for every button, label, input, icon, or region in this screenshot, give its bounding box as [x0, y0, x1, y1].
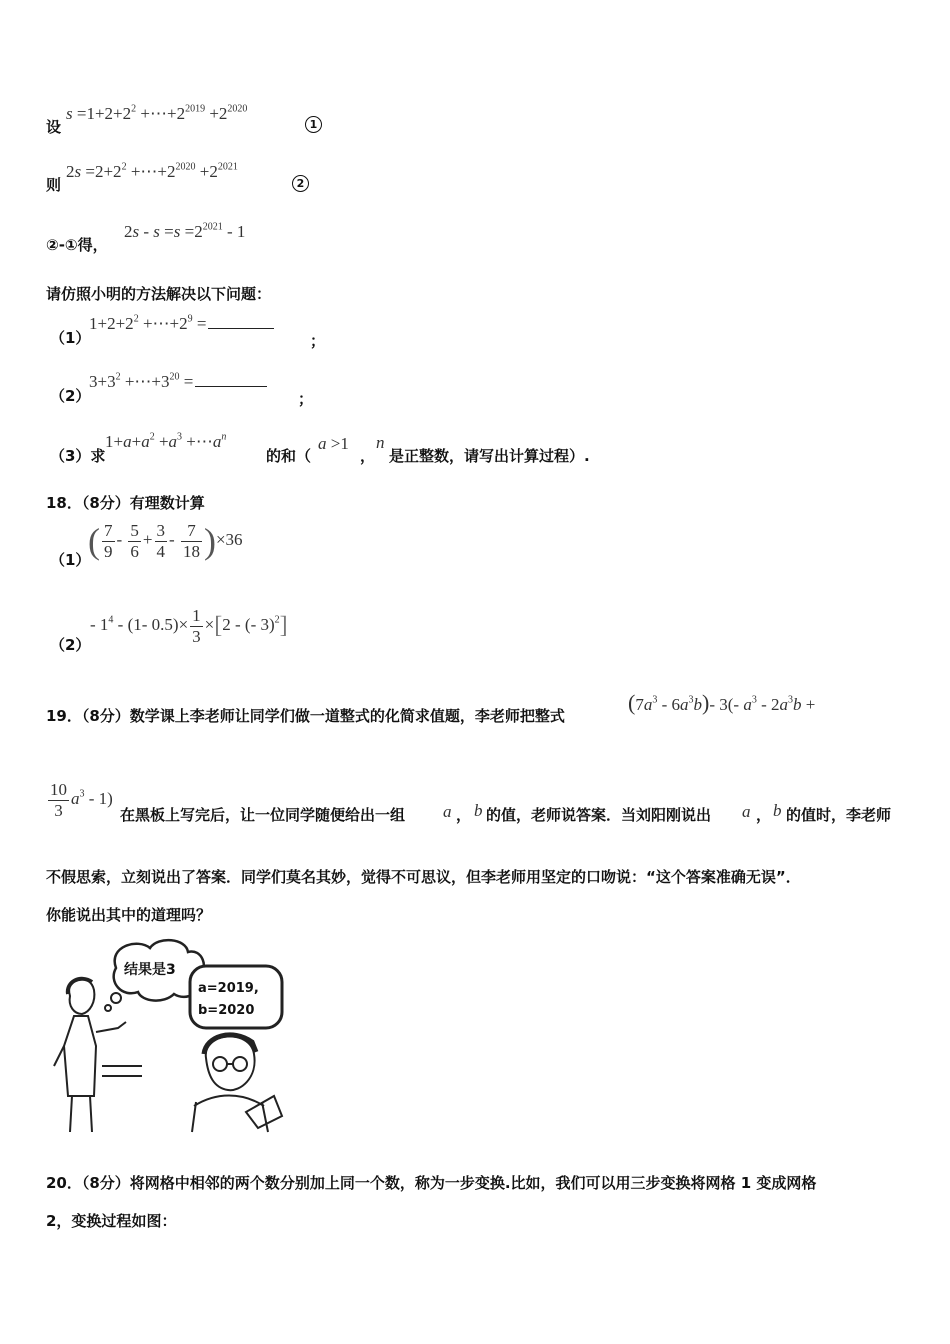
- student-figure: [192, 1035, 282, 1132]
- q19-expression-part-2: $\frac{10}{3}$ $a^3 - 1$): [50, 780, 113, 820]
- part-3-n: n: [376, 433, 385, 452]
- student-speech-bubble: [190, 966, 282, 1028]
- answer-blank-1[interactable]: [208, 328, 274, 329]
- q20-line-2: 2，变换过程如图：: [46, 1212, 177, 1230]
- student-bubble-a: a=2019,: [198, 981, 259, 996]
- q19-comma-2: ，: [756, 806, 772, 824]
- q18-part-2-expression: - $1^4 - (1-$ 0.5)× $\frac{1}{3}$ ×[2 - (- 3)$^2$]: [90, 606, 288, 646]
- q19-expression-part-1: $(7a^3 - 6a^3b)-$ 3(- $a^3 - 2a^3b$ +: [628, 690, 816, 715]
- q19-line-3: 不假思索，立刻说出了答案．同学们莫名其妙，觉得不可思议，但李老师用坚定的口吻说：“这个答案准确无误”．: [46, 868, 801, 886]
- q19-line-4: 你能说出其中的道理吗？: [46, 906, 212, 924]
- part-1-expression: $1+2+2^2$ $+\cdots+2^9$ =: [89, 314, 276, 334]
- circled-one-mark: 1: [305, 116, 322, 133]
- q19-var-b-1: b: [474, 801, 483, 820]
- intro-equation-2: $2s =2+2^2$ $+\cdots+2^{2020} +2^{2021}$: [66, 161, 238, 181]
- teacher-student-illustration: [46, 936, 306, 1136]
- part-1-label: （1）: [50, 329, 91, 347]
- q19-heading: 19．（8分）数学课上李老师让同学们做一道整式的化简求值题，李老师把整式: [46, 707, 565, 725]
- q19-comma-1: ，: [456, 806, 472, 824]
- q19-text-1: 在黑板上写完后，让一位同学随便给出一组: [120, 806, 406, 824]
- part-3-separator: ，: [360, 447, 376, 465]
- q18-heading: 18．（8分）有理数计算: [46, 494, 205, 512]
- circled-two-mark: 2: [292, 175, 309, 192]
- instruction-text: 请仿照小明的方法解决以下问题：: [46, 285, 272, 303]
- part-2-label: （2）: [50, 387, 91, 405]
- part-3-tail-text: 是正整数，请写出计算过程）.: [389, 447, 590, 465]
- part-2-semicolon: ；: [298, 390, 314, 408]
- part-3-expression: $1+a+a^2 +a^3$ $+\cdots a^n$: [105, 431, 227, 451]
- part-3-condition: a >1: [318, 434, 349, 453]
- intro-label-3: ②-①得，: [46, 236, 108, 254]
- part-3-label: （3）求: [50, 447, 106, 465]
- intro-label-1: 设: [46, 118, 62, 136]
- q19-var-b-2: b: [773, 801, 782, 820]
- teacher-figure: [54, 979, 142, 1132]
- q19-var-a-1: a: [443, 802, 452, 821]
- part-2-expression: $3+3^2$ $+\cdots+3^{20}$ =: [89, 372, 269, 392]
- intro-equation-3: $2s - s =s =2^{2021} - 1$: [124, 221, 246, 241]
- q18-part-1-label: （1）: [50, 551, 91, 569]
- intro-equation-1: $s =1+2+2^2$ $+\cdots+2^{2019} +2^{2020}$: [66, 103, 248, 123]
- q19-text-2: 的值，老师说答案．当刘阳刚说出: [486, 806, 712, 824]
- q18-part-1-expression: ( $\frac{7}{9}$ - $\frac{5}{6}$ + $\frac{3}{4}$ - $\frac{7}{18}$ )×36: [88, 520, 243, 561]
- q19-var-a-2: a: [742, 802, 751, 821]
- intro-label-2: 则: [46, 176, 62, 194]
- part-1-semicolon: ；: [310, 332, 326, 350]
- student-bubble-b: b=2020: [198, 1003, 255, 1018]
- part-3-mid-text: 的和（: [266, 447, 312, 465]
- answer-blank-2[interactable]: [195, 386, 267, 387]
- q19-text-3: 的值时，李老师: [786, 806, 892, 824]
- teacher-bubble-text: 结果是3: [124, 962, 176, 978]
- q20-line-1: 20．（8分）将网格中相邻的两个数分别加上同一个数，称为一步变换.比如，我们可以用三步变换将网格 1 变成网格: [46, 1174, 817, 1192]
- q18-part-2-label: （2）: [50, 636, 91, 654]
